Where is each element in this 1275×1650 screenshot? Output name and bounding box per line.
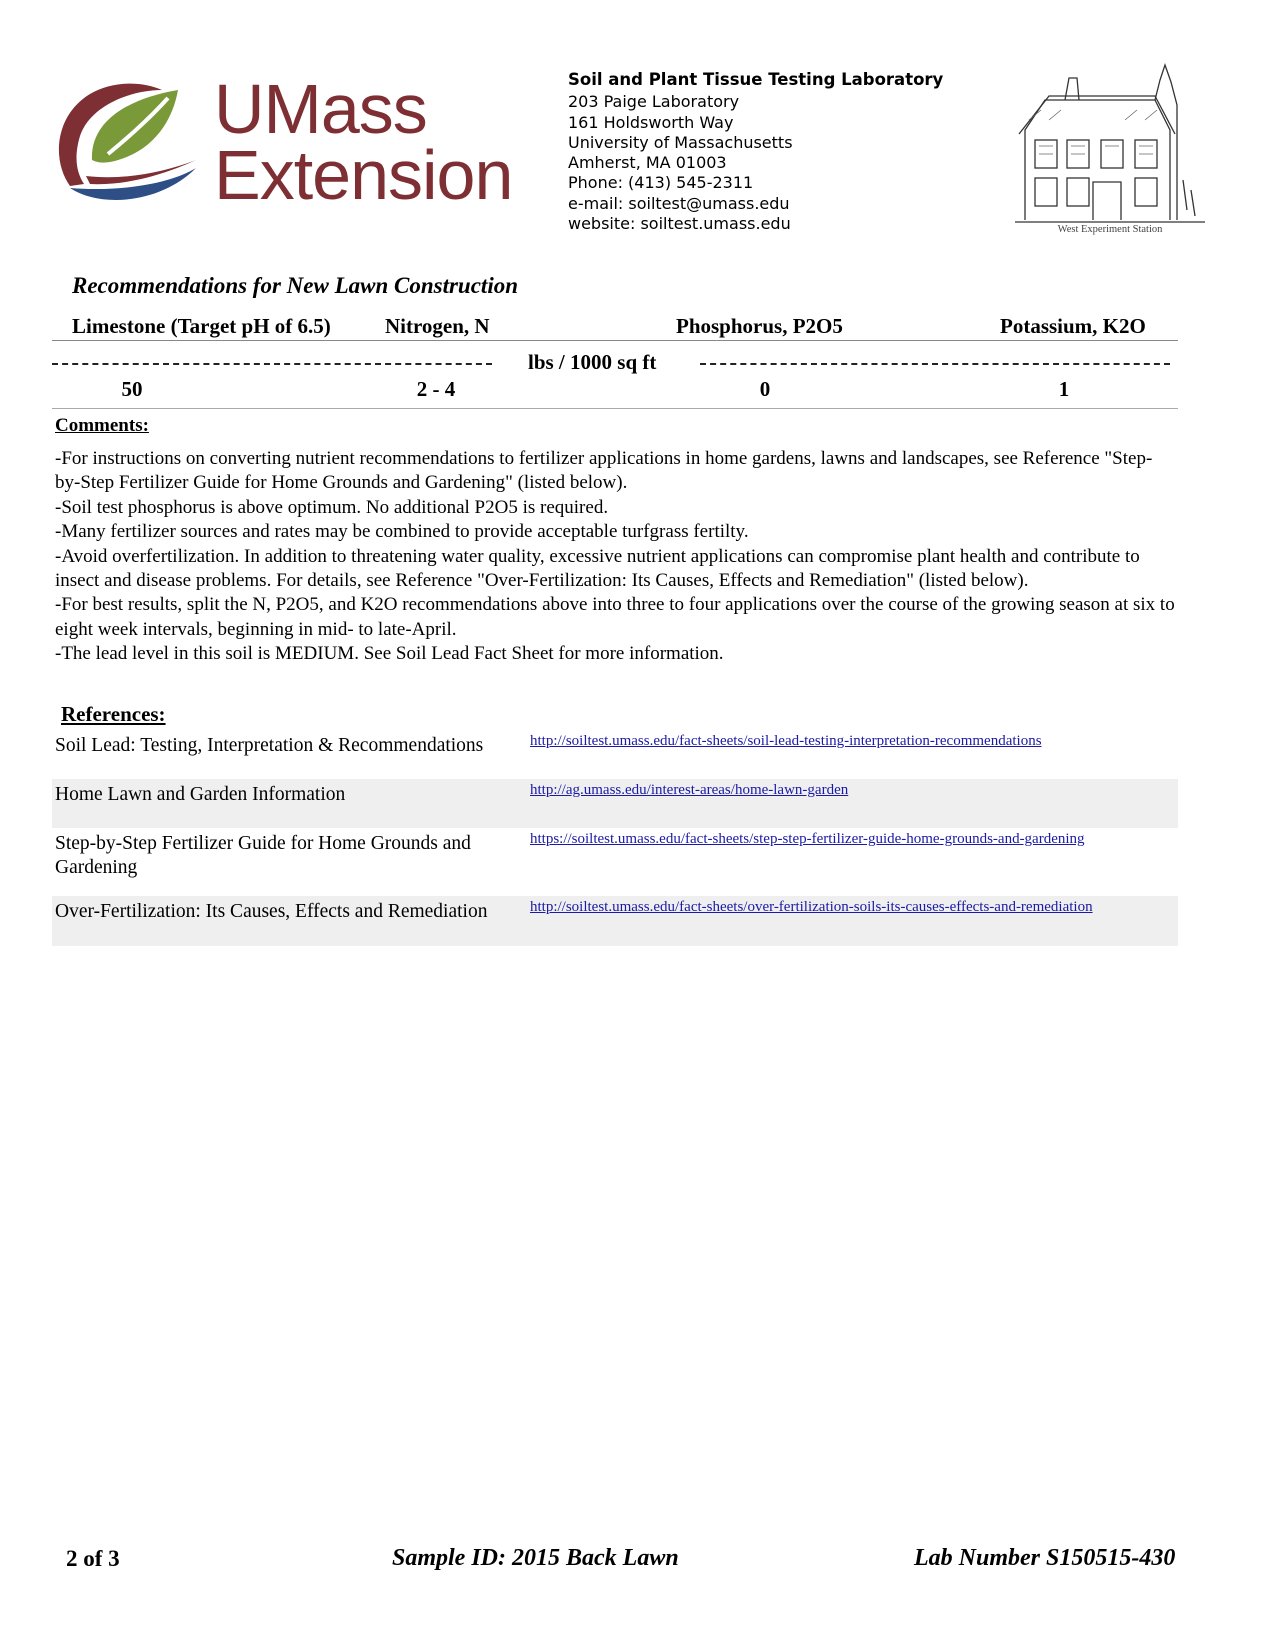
logo-line-1: UMass [214, 70, 427, 148]
comments-heading: Comments: [55, 415, 149, 436]
page-number: 2 of 3 [66, 1546, 120, 1571]
references-table [52, 730, 1178, 946]
logo-line-2: Extension [214, 136, 513, 214]
reference-link[interactable]: http://soiltest.umass.edu/fact-sheets/soil-lead-testing-interpretation-recommendations [530, 733, 1042, 749]
reference-title: Step-by-Step Fertilizer Guide for Home Grounds and Gardening [55, 833, 471, 878]
logo-wordmark [214, 70, 513, 214]
value-potassium: 1 [1058, 377, 1070, 401]
west-experiment-station-sketch-icon [1005, 60, 1215, 238]
address-line: University of Massachusetts [568, 132, 793, 152]
header-divider [52, 340, 1178, 341]
website-line: website: soiltest.umass.edu [568, 214, 791, 234]
reference-row [52, 828, 1178, 896]
reference-row [52, 896, 1178, 946]
lab-name: Soil and Plant Tissue Testing Laboratory [568, 70, 944, 89]
reference-link[interactable]: http://soiltest.umass.edu/fact-sheets/over-fertilization-soils-its-causes-effects-and-remediation [530, 899, 1093, 915]
column-header-phosphorus: Phosphorus, P2O5 [676, 314, 843, 338]
comment-line: -For instructions on converting nutrient recommendations to fertilizer applications in home gardens, lawns and landscapes, see Reference "Step-by-Step Fertilizer Guide for Home Grounds and Gardening" (listed below). [55, 448, 1153, 494]
comments-body [55, 447, 1175, 667]
reference-title: Over-Fertilization: Its Causes, Effects and Remediation [55, 901, 488, 922]
station-caption: West Experiment Station [1057, 224, 1163, 235]
comment-line: -Soil test phosphorus is above optimum. No additional P2O5 is required. [55, 496, 609, 518]
comment-line: -Many fertilizer sources and rates may be combined to provide acceptable turfgrass fertilty. [55, 521, 749, 543]
sample-id: Sample ID: 2015 Back Lawn [392, 1545, 679, 1571]
reference-title: Soil Lead: Testing, Interpretation & Recommendations [55, 735, 484, 756]
lab-contact-block [568, 70, 943, 234]
email-line: e-mail: soiltest@umass.edu [568, 193, 790, 213]
comment-line: -For best results, split the N, P2O5, and K2O recommendations above into three to four applications over the course of the growing season at six to eight week intervals, beginning in mid- to late-April. [55, 594, 1175, 640]
reference-link[interactable]: https://soiltest.umass.edu/fact-sheets/step-step-fertilizer-guide-home-grounds-and-gardening [530, 831, 1085, 847]
values-divider [52, 408, 1178, 409]
value-nitrogen: 2 - 4 [416, 377, 456, 401]
units-dashes-right [700, 363, 1170, 365]
comment-line: -Avoid overfertilization. In addition to threatening water quality, excessive nutrient applications can compromise plant health and contribute to insect and disease problems. For details, see Reference "Over-Fertilization: Its Causes, Effects and Remediation" (listed below). [55, 545, 1140, 592]
recommendations-title: Recommendations for New Lawn Construction [72, 273, 519, 298]
lab-number: Lab Number S150515-430 [914, 1545, 1176, 1571]
value-phosphorus: 0 [759, 377, 771, 401]
reference-link[interactable]: http://ag.umass.edu/interest-areas/home-lawn-garden [530, 782, 849, 798]
comment-line: -The lead level in this soil is MEDIUM. See Soil Lead Fact Sheet for more information. [55, 643, 724, 665]
references-heading: References: [61, 702, 166, 726]
value-limestone: 50 [121, 377, 143, 401]
column-header-limestone: Limestone (Target pH of 6.5) [72, 314, 331, 338]
reference-row [52, 779, 1178, 828]
address-line: 203 Paige Laboratory [568, 92, 740, 112]
address-line: Amherst, MA 01003 [568, 153, 727, 173]
reference-title: Home Lawn and Garden Information [55, 784, 346, 805]
units-dashes-left [52, 363, 492, 365]
umass-extension-logo-icon [50, 76, 198, 208]
address-line: 161 Holdsworth Way [568, 112, 734, 132]
phone-line: Phone: (413) 545-2311 [568, 173, 754, 193]
units-label: lbs / 1000 sq ft [528, 350, 657, 374]
reference-row [52, 730, 1178, 779]
column-header-nitrogen: Nitrogen, N [385, 314, 490, 338]
column-header-potassium: Potassium, K2O [1000, 314, 1146, 338]
